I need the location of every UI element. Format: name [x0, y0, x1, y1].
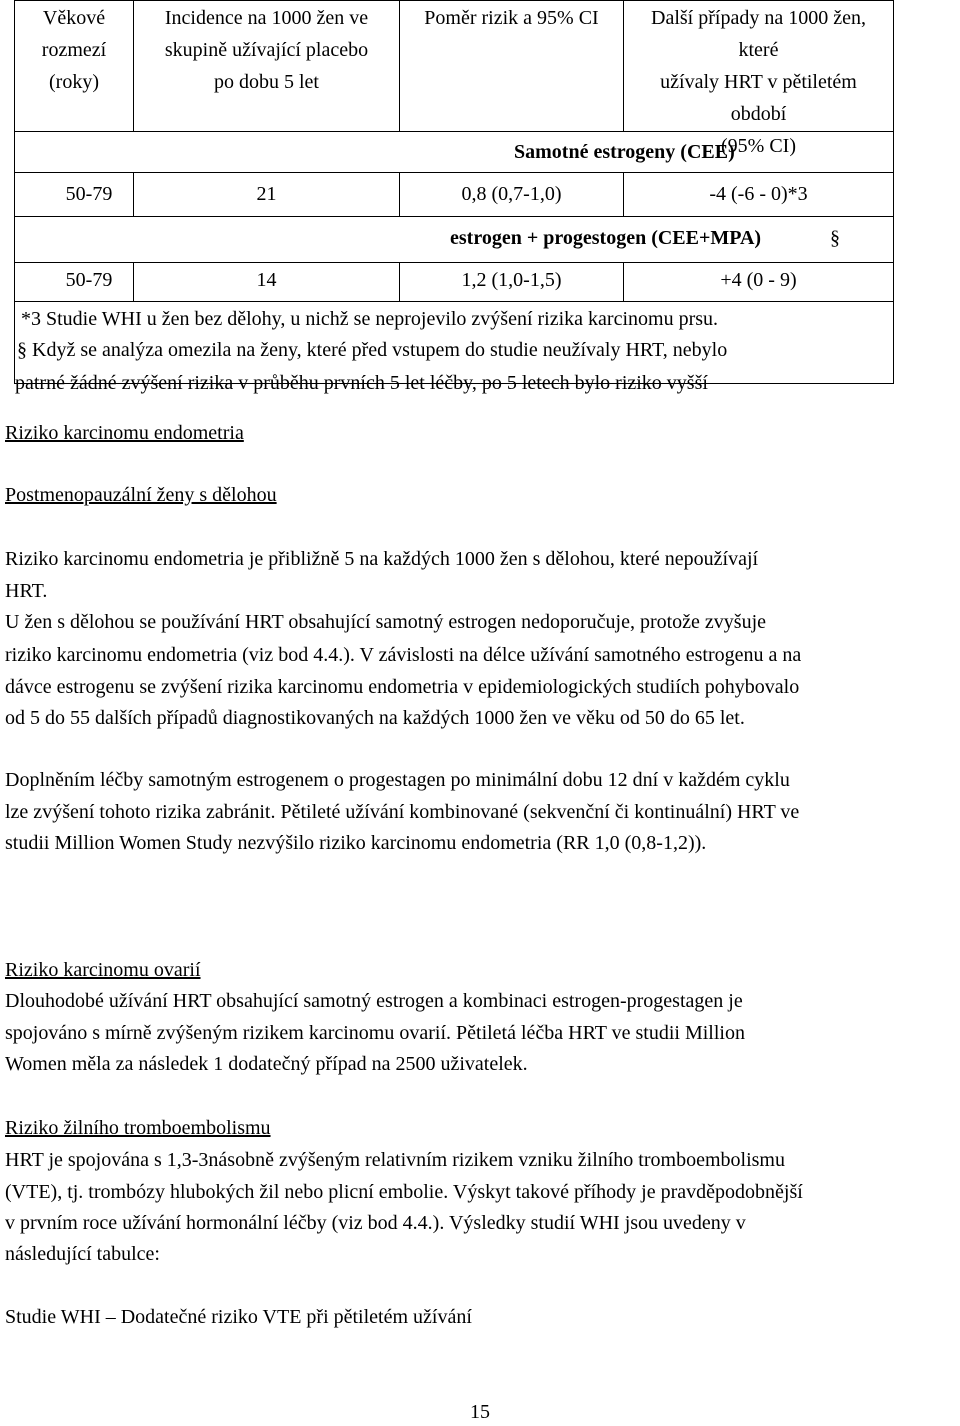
header-age-range [15, 2, 133, 130]
footnote-analysis-text: Když se analýza omezila na ženy, které před vstupem do studie neužívaly HRT, nebylo [27, 339, 728, 361]
ovary-line: Women měla za následek 1 dodatečný případ na 2500 uživatelek. [5, 1053, 528, 1075]
header-additional-cases [624, 2, 893, 157]
row1-risk-ratio: 0,8 (0,7-1,0) [461, 183, 562, 205]
table-rule [14, 262, 894, 263]
header-line: užívaly HRT v pětiletém [660, 71, 857, 93]
endometrium-line: Doplněním léčby samotným estrogenem o progestagen po minimální dobu 12 dní v každém cyklu [5, 769, 790, 791]
page-number: 15 [470, 1401, 490, 1423]
endometrium-line: U žen s dělohou se používání HRT obsahující samotný estrogen nedoporučuje, protože zvyšuje [5, 611, 767, 633]
header-line: období [730, 103, 787, 125]
header-line: které [738, 39, 779, 61]
section-symbol: § [830, 227, 840, 249]
footnote-analysis [15, 335, 893, 366]
header-line: (roky) [49, 71, 99, 93]
row2-incidence: 14 [256, 269, 277, 291]
heading-endometrial-cancer: Riziko karcinomu endometria [5, 422, 244, 444]
header-line: Další případy na 1000 žen, [651, 7, 866, 29]
endometrium-line: studii Million Women Study nezvýšilo riziko karcinomu endometria (RR 1,0 (0,8-1,2)). [5, 832, 707, 854]
row1-additional-cases: -4 (-6 - 0)*3 [709, 183, 808, 205]
ovary-line: Dlouhodobé užívání HRT obsahující samotný estrogen a kombinaci estrogen-progestagen je [5, 990, 743, 1012]
row1-age: 50-79 [65, 183, 113, 205]
table-rule [14, 216, 894, 217]
endometrium-line: dávce estrogenu se zvýšení rizika karcinomu endometria v epidemiologických studiích pohybovalo [5, 676, 800, 698]
footnote-continuation: patrné žádné zvýšení rizika v průběhu prvních 5 let léčby, po 5 letech bylo riziko vyšší [15, 372, 708, 394]
vte-line: následující tabulce: [5, 1243, 160, 1265]
section-title-estrogen-only: Samotné estrogeny (CEE) [514, 141, 735, 163]
endometrium-line: HRT. [5, 580, 48, 602]
endometrium-line: od 5 do 55 dalších případů diagnostikovaných na každých 1000 žen ve věku od 50 do 65 let. [5, 707, 745, 729]
heading-vte: Riziko žilního tromboembolismu [5, 1117, 271, 1139]
table-border-top [14, 0, 894, 1]
header-line: Poměr rizik a 95% CI [424, 7, 599, 29]
vte-line: HRT je spojována s 1,3-3násobně zvýšeným relativním rizikem vzniku žilního tromboembolismu [5, 1149, 785, 1171]
table-border-right [893, 0, 894, 384]
header-line: rozmezí [41, 39, 107, 61]
section-title-combined: estrogen + progestogen (CEE+MPA) [450, 227, 762, 249]
header-line: Incidence na 1000 žen ve [164, 7, 369, 29]
header-line: po dobu 5 let [214, 71, 319, 93]
footnote-whi: *3 Studie WHI u žen bez dělohy, u nichž se neprojevilo zvýšení rizika karcinomu prsu. [21, 308, 719, 330]
row1-incidence: 21 [256, 183, 277, 205]
endometrium-line: Riziko karcinomu endometria je přibližně 5 na každých 1000 žen s dělohou, které nepoužívají [5, 548, 759, 570]
header-incidence [134, 2, 399, 130]
header-line: skupině užívající placebo [164, 39, 369, 61]
row2-age: 50-79 [65, 269, 113, 291]
vte-line: v prvním roce užívání hormonální léčby (viz bod 4.4.). Výsledky studií WHI jsou uvedeny v [5, 1212, 746, 1234]
heading-ovarian-cancer: Riziko karcinomu ovarií [5, 959, 201, 981]
endometrium-line: lze zvýšení tohoto rizika zabránit. Pětileté užívání kombinované (sekvenční či kontinuální) HRT ve [5, 801, 800, 823]
table-rule [14, 172, 894, 173]
row2-risk-ratio: 1,2 (1,0-1,5) [461, 269, 562, 291]
vte-table-title: Studie WHI – Dodatečné riziko VTE při pětiletém užívání [5, 1306, 472, 1328]
endometrium-line: riziko karcinomu endometria (viz bod 4.4.). V závislosti na délce užívání samotného estrogenu a na [5, 644, 802, 666]
header-line: Věkové [42, 7, 106, 29]
ovary-line: spojováno s mírně zvýšeným rizikem karcinomu ovarií. Pětiletá léčba HRT ve studii Million [5, 1022, 745, 1044]
row2-additional-cases: +4 (0 - 9) [720, 269, 797, 291]
header-line: (95% CI) [721, 135, 796, 157]
footnote-symbol: § [17, 339, 27, 361]
table-rule [14, 301, 894, 302]
header-risk-ratio [400, 2, 623, 130]
vte-line: (VTE), tj. trombózy hlubokých žil nebo plicní embolie. Výskyt takové příhody je pravděpodobnější [5, 1181, 803, 1203]
table-footnotes [15, 304, 893, 394]
subheading-postmenopausal: Postmenopauzální ženy s dělohou [5, 484, 277, 506]
